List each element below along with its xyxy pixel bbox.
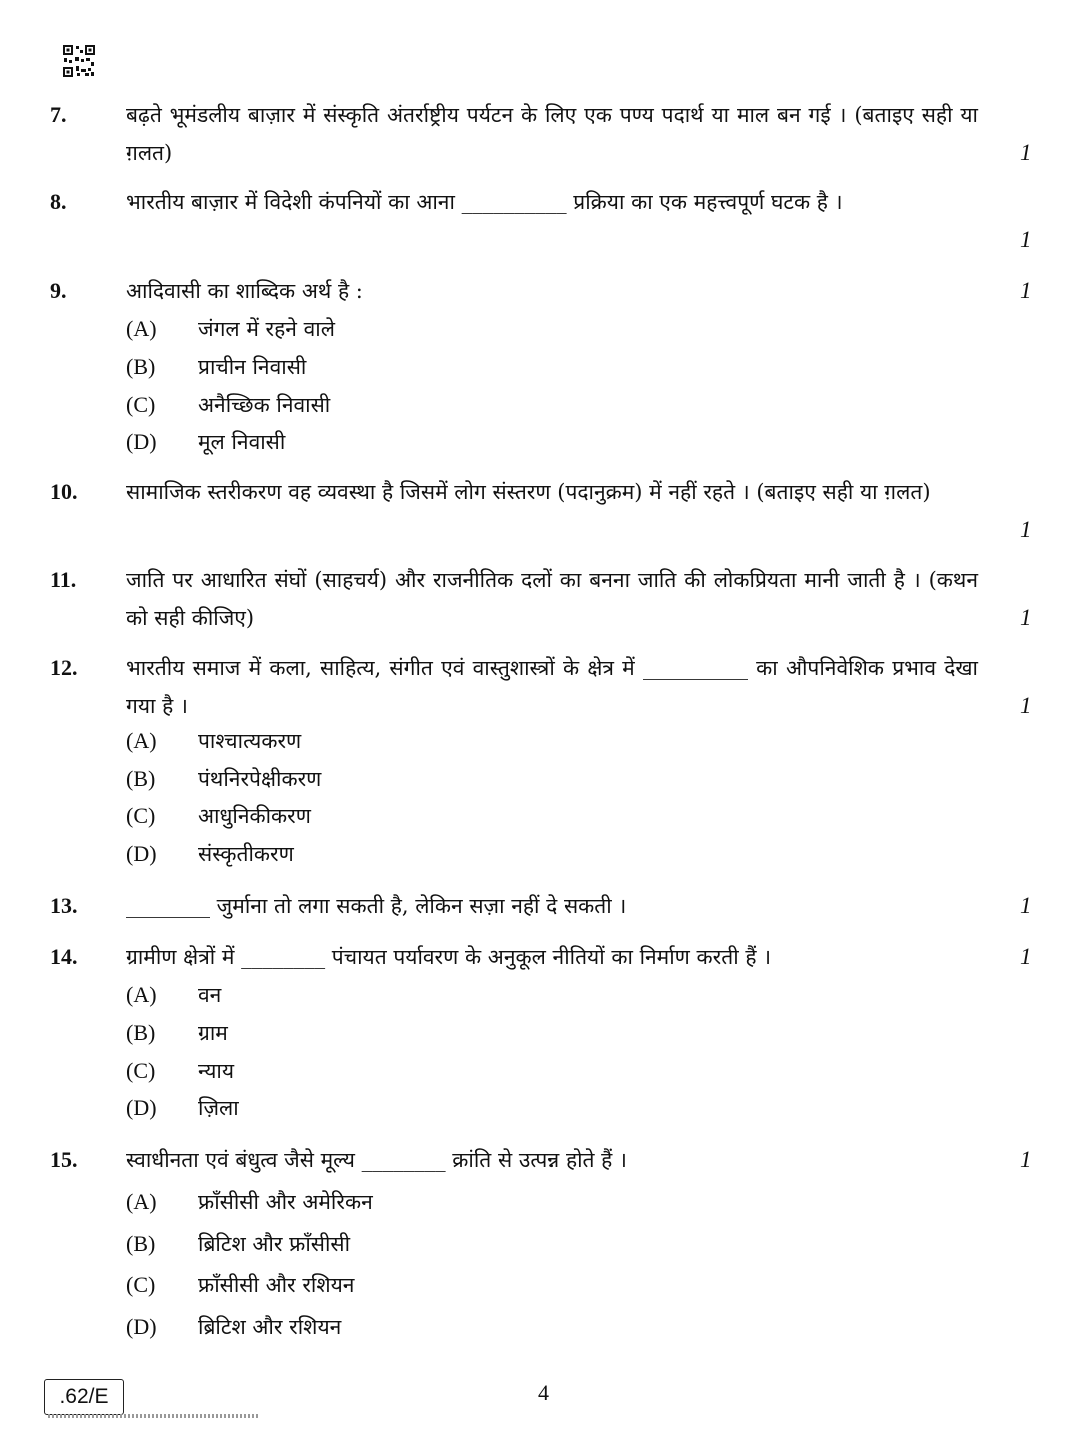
option-a: (A) पाश्चात्यकरण	[126, 728, 302, 753]
question-number: 7.	[50, 102, 67, 127]
option-a: (A) वन	[126, 982, 222, 1007]
question-number: 14.	[50, 944, 78, 969]
option-b: (B) ब्रिटिश और फ्राँसीसी	[126, 1231, 351, 1256]
marks: 1	[1020, 517, 1032, 542]
question-number: 9.	[50, 278, 67, 303]
question-number: 10.	[50, 479, 78, 504]
option-b: (B) प्राचीन निवासी	[126, 354, 307, 379]
question-text: ________ जुर्माना तो लगा सकती है, लेकिन सज़ा नहीं दे सकती ।	[126, 894, 627, 918]
question-number: 13.	[50, 893, 78, 918]
paper-code-box: .62/E	[44, 1379, 124, 1415]
option-d: (D) मूल निवासी	[126, 429, 286, 454]
option-d: (D) ज़िला	[126, 1095, 239, 1120]
marks: 1	[1020, 1147, 1032, 1172]
question-text: भारतीय बाज़ार में विदेशी कंपनियों का आना __________ प्रक्रिया का एक महत्त्वपूर्ण घटक है ।	[126, 190, 843, 214]
option-c: (C) न्याय	[126, 1058, 234, 1083]
marks: 1	[1020, 605, 1032, 630]
option-d: (D) ब्रिटिश और रशियन	[126, 1314, 342, 1339]
marks: 1	[1020, 693, 1032, 718]
page-number: 4	[538, 1380, 549, 1405]
option-b: (B) पंथनिरपेक्षीकरण	[126, 766, 322, 791]
option-c: (C) फ्राँसीसी और रशियन	[126, 1272, 355, 1297]
question-text: ग्रामीण क्षेत्रों में ________ पंचायत पर्यावरण के अनुकूल नीतियों का निर्माण करती हैं ।	[126, 945, 772, 969]
marks: 1	[1020, 227, 1032, 252]
marks: 1	[1020, 944, 1032, 969]
question-number: 8.	[50, 189, 67, 214]
option-b: (B) ग्राम	[126, 1020, 228, 1045]
question-text: भारतीय समाज में कला, साहित्य, संगीत एवं वास्तुशास्त्रों के क्षेत्र में __________ का औपनिवेशिक प्रभाव देखा गया है ।	[126, 656, 978, 718]
question-text: सामाजिक स्तरीकरण वह व्यवस्था है जिसमें लोग संस्तरण (पदानुक्रम) में नहीं रहते । (बताइए सही या ग़लत)	[126, 480, 931, 504]
option-c: (C) आधुनिकीकरण	[126, 803, 311, 828]
marks: 1	[1020, 140, 1032, 165]
marks: 1	[1020, 278, 1032, 303]
question-number: 12.	[50, 655, 78, 680]
option-c: (C) अनैच्छिक निवासी	[126, 392, 331, 417]
question-text: आदिवासी का शाब्दिक अर्थ है :	[126, 279, 363, 303]
option-a: (A) जंगल में रहने वाले	[126, 316, 335, 341]
question-text: बढ़ते भूमंडलीय बाज़ार में संस्कृति अंतर्राष्ट्रीय पर्यटन के लिए एक पण्य पदार्थ या माल बन गई । (बताइए सही या ग़लत)	[126, 103, 978, 165]
option-d: (D) संस्कृतीकरण	[126, 841, 294, 866]
marks: 1	[1020, 893, 1032, 918]
qr-code-icon	[62, 44, 96, 78]
question-text: जाति पर आधारित संघों (साहचर्य) और राजनीतिक दलों का बनना जाति की लोकप्रियता मानी जाती है । (कथन को सही कीजिए)	[126, 568, 978, 630]
question-text: स्वाधीनता एवं बंधुत्व जैसे मूल्य ________ क्रांति से उत्पन्न होते हैं ।	[126, 1148, 627, 1172]
option-a: (A) फ्राँसीसी और अमेरिकन	[126, 1189, 373, 1214]
question-number: 15.	[50, 1147, 78, 1172]
microtext-strip	[48, 1414, 258, 1418]
question-number: 11.	[50, 567, 77, 592]
